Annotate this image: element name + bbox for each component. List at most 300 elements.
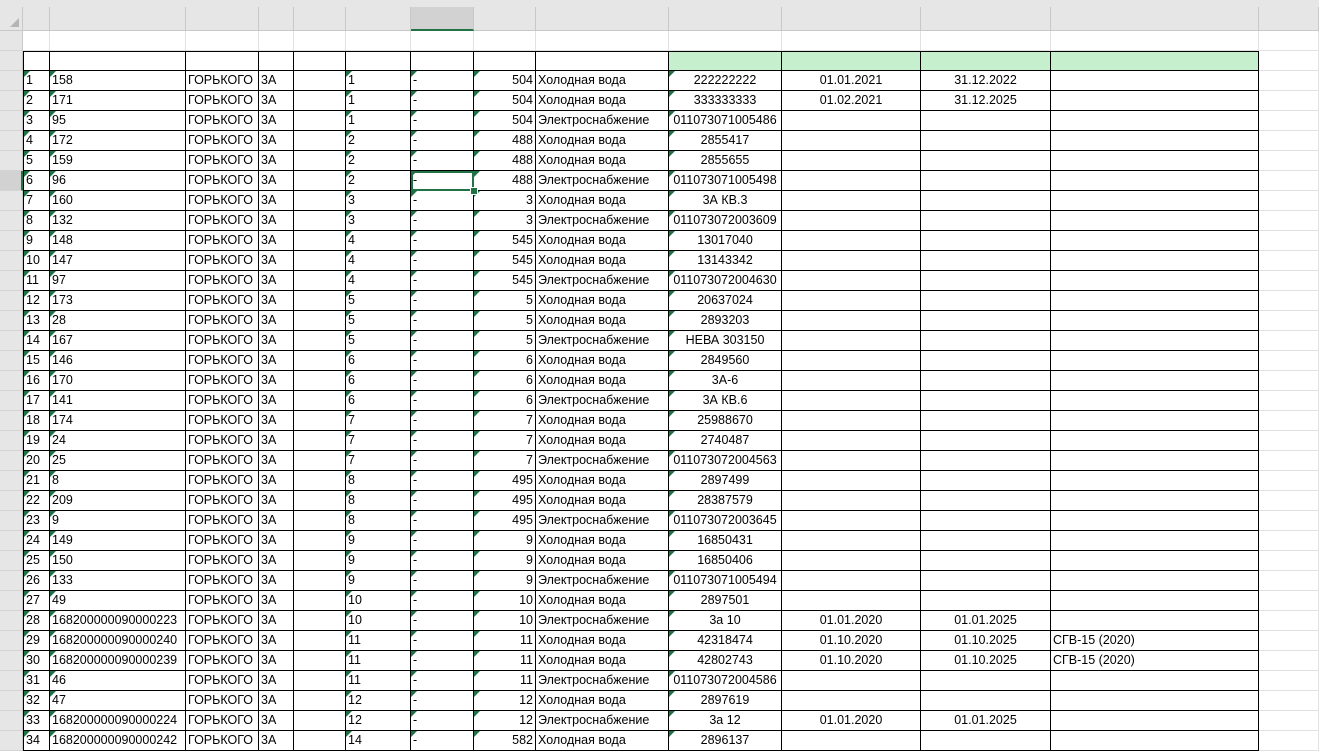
table-cell[interactable]: 6 <box>474 391 536 411</box>
table-cell[interactable] <box>1051 691 1259 711</box>
empty-cell[interactable] <box>1259 31 1319 51</box>
row-header-6[interactable] <box>0 131 23 151</box>
table-cell[interactable]: 10 <box>23 251 50 271</box>
table-cell[interactable]: 3А <box>259 671 294 691</box>
table-cell[interactable]: Электроснабжение <box>536 451 669 471</box>
table-cell[interactable]: 33 <box>23 711 50 731</box>
table-cell[interactable]: 011073072004586 <box>669 671 782 691</box>
header-cell[interactable] <box>536 51 669 71</box>
table-cell[interactable] <box>782 131 921 151</box>
table-cell[interactable]: 31.12.2025 <box>921 91 1051 111</box>
table-cell[interactable] <box>921 151 1051 171</box>
header-cell[interactable] <box>1051 51 1259 71</box>
empty-cell[interactable] <box>1259 131 1319 151</box>
table-cell[interactable]: ГОРЬКОГО <box>186 671 259 691</box>
table-cell[interactable]: 01.02.2021 <box>782 91 921 111</box>
row-header-36[interactable] <box>0 731 23 751</box>
table-cell[interactable]: - <box>411 651 474 671</box>
table-cell[interactable]: 11 <box>23 271 50 291</box>
table-cell[interactable]: 12 <box>23 291 50 311</box>
table-cell[interactable]: 5 <box>346 291 411 311</box>
table-cell[interactable]: 27 <box>23 591 50 611</box>
header-cell[interactable] <box>294 51 346 71</box>
column-header-4[interactable] <box>259 7 294 31</box>
table-cell[interactable] <box>1051 451 1259 471</box>
table-cell[interactable]: - <box>411 111 474 131</box>
row-header-8[interactable] <box>0 171 23 191</box>
table-cell[interactable]: - <box>411 591 474 611</box>
empty-cell[interactable] <box>186 31 259 51</box>
table-cell[interactable] <box>782 431 921 451</box>
table-cell[interactable] <box>921 691 1051 711</box>
table-cell[interactable]: 8 <box>346 511 411 531</box>
table-cell[interactable]: 42318474 <box>669 631 782 651</box>
table-cell[interactable]: 495 <box>474 491 536 511</box>
table-cell[interactable]: 3А <box>259 651 294 671</box>
table-cell[interactable]: 6 <box>23 171 50 191</box>
row-header-21[interactable] <box>0 431 23 451</box>
table-cell[interactable]: 3А <box>259 631 294 651</box>
empty-cell[interactable] <box>1259 91 1319 111</box>
table-cell[interactable] <box>294 671 346 691</box>
table-cell[interactable]: 01.10.2020 <box>782 651 921 671</box>
table-cell[interactable]: - <box>411 731 474 751</box>
table-cell[interactable]: 504 <box>474 111 536 131</box>
table-cell[interactable]: 12 <box>474 711 536 731</box>
column-header-8[interactable] <box>474 7 536 31</box>
table-cell[interactable]: - <box>411 151 474 171</box>
column-header-9[interactable] <box>536 7 669 31</box>
table-cell[interactable]: ГОРЬКОГО <box>186 631 259 651</box>
row-header-4[interactable] <box>0 91 23 111</box>
table-cell[interactable]: 6 <box>474 351 536 371</box>
table-cell[interactable]: 3А <box>259 111 294 131</box>
table-cell[interactable] <box>782 171 921 191</box>
table-cell[interactable] <box>1051 731 1259 751</box>
column-header-3[interactable] <box>186 7 259 31</box>
column-header-7[interactable] <box>411 7 474 31</box>
table-cell[interactable]: 132 <box>50 211 186 231</box>
empty-cell[interactable] <box>474 31 536 51</box>
table-cell[interactable] <box>1051 211 1259 231</box>
table-cell[interactable] <box>1051 611 1259 631</box>
table-cell[interactable]: 7 <box>346 431 411 451</box>
table-cell[interactable] <box>921 591 1051 611</box>
table-cell[interactable]: 4 <box>346 251 411 271</box>
table-cell[interactable]: 3А <box>259 571 294 591</box>
table-cell[interactable]: 2855417 <box>669 131 782 151</box>
empty-cell[interactable] <box>536 31 669 51</box>
header-cell[interactable] <box>474 51 536 71</box>
table-cell[interactable]: 16850406 <box>669 551 782 571</box>
header-cell[interactable] <box>669 51 782 71</box>
empty-cell[interactable] <box>1259 711 1319 731</box>
table-cell[interactable]: 3А КВ.3 <box>669 191 782 211</box>
table-cell[interactable]: 32 <box>23 691 50 711</box>
table-cell[interactable]: 5 <box>346 331 411 351</box>
table-cell[interactable] <box>1051 111 1259 131</box>
table-cell[interactable]: 12 <box>346 711 411 731</box>
table-cell[interactable]: ГОРЬКОГО <box>186 651 259 671</box>
table-cell[interactable]: 3А <box>259 691 294 711</box>
table-cell[interactable]: 97 <box>50 271 186 291</box>
table-cell[interactable]: СГВ-15 (2020) <box>1051 631 1259 651</box>
table-cell[interactable] <box>294 171 346 191</box>
table-cell[interactable]: 9 <box>23 231 50 251</box>
table-cell[interactable] <box>921 471 1051 491</box>
table-cell[interactable]: 2893203 <box>669 311 782 331</box>
table-cell[interactable] <box>1051 351 1259 371</box>
column-header-10[interactable] <box>669 7 782 31</box>
table-cell[interactable]: 10 <box>346 591 411 611</box>
empty-cell[interactable] <box>1259 671 1319 691</box>
row-header-22[interactable] <box>0 451 23 471</box>
table-cell[interactable]: 3А <box>259 211 294 231</box>
table-cell[interactable]: 10 <box>474 611 536 631</box>
empty-cell[interactable] <box>1259 511 1319 531</box>
empty-cell[interactable] <box>346 31 411 51</box>
table-cell[interactable] <box>782 251 921 271</box>
table-cell[interactable]: ГОРЬКОГО <box>186 411 259 431</box>
table-cell[interactable] <box>1051 431 1259 451</box>
table-cell[interactable]: Электроснабжение <box>536 111 669 131</box>
table-cell[interactable]: 3А <box>259 291 294 311</box>
table-cell[interactable] <box>782 291 921 311</box>
table-cell[interactable]: 545 <box>474 251 536 271</box>
row-header-27[interactable] <box>0 551 23 571</box>
table-cell[interactable] <box>921 291 1051 311</box>
table-cell[interactable] <box>294 411 346 431</box>
table-cell[interactable]: 6 <box>346 391 411 411</box>
row-header-35[interactable] <box>0 711 23 731</box>
table-cell[interactable]: Холодная вода <box>536 631 669 651</box>
table-cell[interactable]: 149 <box>50 531 186 551</box>
column-header-13[interactable] <box>1051 7 1259 31</box>
table-cell[interactable] <box>1051 251 1259 271</box>
table-cell[interactable]: 11 <box>474 651 536 671</box>
table-cell[interactable] <box>782 271 921 291</box>
table-cell[interactable]: Электроснабжение <box>536 391 669 411</box>
table-cell[interactable] <box>921 511 1051 531</box>
table-cell[interactable]: - <box>411 71 474 91</box>
table-cell[interactable]: 96 <box>50 171 186 191</box>
empty-cell[interactable] <box>1259 331 1319 351</box>
empty-cell[interactable] <box>1259 351 1319 371</box>
table-cell[interactable]: 28 <box>23 611 50 631</box>
table-cell[interactable]: Электроснабжение <box>536 211 669 231</box>
empty-cell[interactable] <box>1259 271 1319 291</box>
column-header-6[interactable] <box>346 7 411 31</box>
table-cell[interactable]: Электроснабжение <box>536 511 669 531</box>
table-cell[interactable]: 168200000090000239 <box>50 651 186 671</box>
table-cell[interactable]: Холодная вода <box>536 71 669 91</box>
empty-cell[interactable] <box>1259 631 1319 651</box>
table-cell[interactable]: 7 <box>23 191 50 211</box>
table-cell[interactable] <box>921 371 1051 391</box>
table-cell[interactable] <box>1051 491 1259 511</box>
table-cell[interactable] <box>921 311 1051 331</box>
table-cell[interactable]: 14 <box>346 731 411 751</box>
table-cell[interactable]: 488 <box>474 131 536 151</box>
empty-cell[interactable] <box>1259 191 1319 211</box>
empty-cell[interactable] <box>1259 691 1319 711</box>
table-cell[interactable]: ГОРЬКОГО <box>186 191 259 211</box>
table-cell[interactable]: ГОРЬКОГО <box>186 591 259 611</box>
table-cell[interactable]: 168200000090000223 <box>50 611 186 631</box>
table-cell[interactable]: 11 <box>346 671 411 691</box>
table-cell[interactable]: 3 <box>23 111 50 131</box>
header-cell[interactable] <box>259 51 294 71</box>
table-cell[interactable]: 5 <box>346 311 411 331</box>
table-cell[interactable]: ГОРЬКОГО <box>186 271 259 291</box>
table-cell[interactable] <box>921 231 1051 251</box>
table-cell[interactable]: 3А <box>259 451 294 471</box>
table-cell[interactable]: ГОРЬКОГО <box>186 371 259 391</box>
column-header-1[interactable] <box>23 7 50 31</box>
table-cell[interactable]: Холодная вода <box>536 191 669 211</box>
table-cell[interactable]: - <box>411 231 474 251</box>
table-cell[interactable]: 6 <box>346 371 411 391</box>
empty-cell[interactable] <box>1259 651 1319 671</box>
table-cell[interactable]: 170 <box>50 371 186 391</box>
table-cell[interactable]: 26 <box>23 571 50 591</box>
table-cell[interactable] <box>294 391 346 411</box>
header-cell[interactable] <box>782 51 921 71</box>
empty-cell[interactable] <box>1259 611 1319 631</box>
table-cell[interactable]: 24 <box>50 431 186 451</box>
table-cell[interactable]: 146 <box>50 351 186 371</box>
table-cell[interactable]: 2 <box>346 171 411 191</box>
table-cell[interactable]: 9 <box>50 511 186 531</box>
empty-cell[interactable] <box>1259 731 1319 751</box>
empty-cell[interactable] <box>1259 551 1319 571</box>
table-cell[interactable]: 01.10.2025 <box>921 631 1051 651</box>
table-cell[interactable] <box>921 571 1051 591</box>
table-cell[interactable]: - <box>411 551 474 571</box>
table-cell[interactable]: 8 <box>346 491 411 511</box>
row-header-18[interactable] <box>0 371 23 391</box>
table-cell[interactable]: 5 <box>474 311 536 331</box>
table-cell[interactable] <box>782 491 921 511</box>
table-cell[interactable]: - <box>411 711 474 731</box>
table-cell[interactable]: 3 <box>346 211 411 231</box>
table-cell[interactable] <box>1051 71 1259 91</box>
table-cell[interactable]: 011073071005486 <box>669 111 782 131</box>
table-cell[interactable]: 167 <box>50 331 186 351</box>
table-cell[interactable]: 42802743 <box>669 651 782 671</box>
table-cell[interactable]: 011073072003609 <box>669 211 782 231</box>
table-cell[interactable]: 158 <box>50 71 186 91</box>
table-cell[interactable]: 3А <box>259 331 294 351</box>
table-cell[interactable]: 7 <box>346 451 411 471</box>
row-header-28[interactable] <box>0 571 23 591</box>
table-cell[interactable] <box>921 671 1051 691</box>
table-cell[interactable]: 30 <box>23 651 50 671</box>
table-cell[interactable] <box>782 691 921 711</box>
table-cell[interactable]: 209 <box>50 491 186 511</box>
table-cell[interactable]: 011073072003645 <box>669 511 782 531</box>
empty-cell[interactable] <box>1259 431 1319 451</box>
table-cell[interactable] <box>921 191 1051 211</box>
row-header-13[interactable] <box>0 271 23 291</box>
column-header-14[interactable] <box>1259 7 1319 31</box>
row-header-2[interactable] <box>0 51 23 71</box>
table-cell[interactable]: 9 <box>474 551 536 571</box>
table-cell[interactable]: 2 <box>23 91 50 111</box>
table-cell[interactable] <box>782 211 921 231</box>
table-cell[interactable]: 3А <box>259 351 294 371</box>
table-cell[interactable]: 7 <box>474 431 536 451</box>
table-cell[interactable] <box>294 71 346 91</box>
table-cell[interactable]: 3А-6 <box>669 371 782 391</box>
table-cell[interactable]: 173 <box>50 291 186 311</box>
table-cell[interactable]: 150 <box>50 551 186 571</box>
row-header-19[interactable] <box>0 391 23 411</box>
table-cell[interactable]: 3А <box>259 151 294 171</box>
table-cell[interactable]: Холодная вода <box>536 131 669 151</box>
table-cell[interactable]: 172 <box>50 131 186 151</box>
table-cell[interactable]: 8 <box>50 471 186 491</box>
row-header-7[interactable] <box>0 151 23 171</box>
table-cell[interactable]: 3А <box>259 471 294 491</box>
table-cell[interactable] <box>921 551 1051 571</box>
table-cell[interactable]: 01.01.2021 <box>782 71 921 91</box>
table-cell[interactable] <box>921 171 1051 191</box>
table-cell[interactable] <box>1051 571 1259 591</box>
table-cell[interactable] <box>782 531 921 551</box>
table-cell[interactable]: ГОРЬКОГО <box>186 151 259 171</box>
table-cell[interactable]: 46 <box>50 671 186 691</box>
empty-cell[interactable] <box>1259 411 1319 431</box>
table-cell[interactable]: 21 <box>23 471 50 491</box>
table-cell[interactable]: ГОРЬКОГО <box>186 251 259 271</box>
table-cell[interactable]: ГОРЬКОГО <box>186 531 259 551</box>
table-cell[interactable]: 3А <box>259 731 294 751</box>
table-cell[interactable]: ГОРЬКОГО <box>186 431 259 451</box>
table-cell[interactable] <box>1051 151 1259 171</box>
table-cell[interactable] <box>294 291 346 311</box>
table-cell[interactable]: - <box>411 531 474 551</box>
table-cell[interactable] <box>294 711 346 731</box>
table-cell[interactable]: 49 <box>50 591 186 611</box>
table-cell[interactable] <box>1051 411 1259 431</box>
table-cell[interactable] <box>921 531 1051 551</box>
table-cell[interactable]: Электроснабжение <box>536 331 669 351</box>
table-cell[interactable] <box>294 591 346 611</box>
table-cell[interactable] <box>921 271 1051 291</box>
table-cell[interactable]: 10 <box>474 591 536 611</box>
table-cell[interactable]: 47 <box>50 691 186 711</box>
table-cell[interactable]: - <box>411 391 474 411</box>
table-cell[interactable]: 01.10.2020 <box>782 631 921 651</box>
table-cell[interactable]: 495 <box>474 471 536 491</box>
table-cell[interactable]: 11 <box>474 671 536 691</box>
column-header-5[interactable] <box>294 7 346 31</box>
row-header-32[interactable] <box>0 651 23 671</box>
table-cell[interactable] <box>294 511 346 531</box>
header-cell[interactable] <box>346 51 411 71</box>
table-cell[interactable]: 3А <box>259 311 294 331</box>
table-cell[interactable] <box>782 151 921 171</box>
table-cell[interactable]: 174 <box>50 411 186 431</box>
table-cell[interactable] <box>782 391 921 411</box>
table-cell[interactable]: Холодная вода <box>536 431 669 451</box>
empty-cell[interactable] <box>1259 151 1319 171</box>
table-cell[interactable]: - <box>411 571 474 591</box>
table-cell[interactable]: ГОРЬКОГО <box>186 331 259 351</box>
table-cell[interactable]: 545 <box>474 231 536 251</box>
table-cell[interactable]: 2 <box>346 151 411 171</box>
table-cell[interactable]: 22 <box>23 491 50 511</box>
table-cell[interactable]: 3А <box>259 431 294 451</box>
table-cell[interactable]: 9 <box>346 531 411 551</box>
table-cell[interactable]: 011073072004630 <box>669 271 782 291</box>
table-cell[interactable]: 159 <box>50 151 186 171</box>
table-cell[interactable]: ГОРЬКОГО <box>186 71 259 91</box>
table-cell[interactable]: - <box>411 211 474 231</box>
table-cell[interactable]: 12 <box>474 691 536 711</box>
table-cell[interactable]: Холодная вода <box>536 371 669 391</box>
table-cell[interactable]: 11 <box>474 631 536 651</box>
table-cell[interactable] <box>294 631 346 651</box>
table-cell[interactable]: 3А <box>259 131 294 151</box>
empty-cell[interactable] <box>1259 471 1319 491</box>
table-cell[interactable]: 011073071005494 <box>669 571 782 591</box>
table-cell[interactable]: НЕВА 303150 <box>669 331 782 351</box>
table-cell[interactable] <box>1051 291 1259 311</box>
table-cell[interactable]: ГОРЬКОГО <box>186 491 259 511</box>
table-cell[interactable]: Холодная вода <box>536 691 669 711</box>
table-cell[interactable]: 5 <box>23 151 50 171</box>
table-cell[interactable]: Холодная вода <box>536 151 669 171</box>
row-header-16[interactable] <box>0 331 23 351</box>
table-cell[interactable]: 545 <box>474 271 536 291</box>
row-header-5[interactable] <box>0 111 23 131</box>
header-cell[interactable] <box>50 51 186 71</box>
table-cell[interactable] <box>294 571 346 591</box>
table-cell[interactable]: 13017040 <box>669 231 782 251</box>
table-cell[interactable] <box>921 731 1051 751</box>
table-cell[interactable]: - <box>411 671 474 691</box>
table-cell[interactable]: 3А <box>259 71 294 91</box>
table-cell[interactable]: 488 <box>474 171 536 191</box>
table-cell[interactable]: 15 <box>23 351 50 371</box>
table-cell[interactable]: ГОРЬКОГО <box>186 451 259 471</box>
table-cell[interactable]: 18 <box>23 411 50 431</box>
table-cell[interactable]: 01.01.2025 <box>921 611 1051 631</box>
table-cell[interactable]: 171 <box>50 91 186 111</box>
table-cell[interactable]: 3А <box>259 491 294 511</box>
empty-cell[interactable] <box>23 31 50 51</box>
table-cell[interactable] <box>921 491 1051 511</box>
table-cell[interactable]: 3А <box>259 91 294 111</box>
table-cell[interactable]: - <box>411 471 474 491</box>
table-cell[interactable] <box>294 691 346 711</box>
row-header-1[interactable] <box>0 31 23 51</box>
table-cell[interactable]: 34 <box>23 731 50 751</box>
table-cell[interactable]: 12 <box>346 691 411 711</box>
table-cell[interactable]: 3А <box>259 171 294 191</box>
table-cell[interactable]: 3А <box>259 191 294 211</box>
table-cell[interactable]: 3А <box>259 411 294 431</box>
row-header-24[interactable] <box>0 491 23 511</box>
table-cell[interactable]: 2849560 <box>669 351 782 371</box>
table-cell[interactable] <box>782 371 921 391</box>
row-header-26[interactable] <box>0 531 23 551</box>
table-cell[interactable] <box>921 251 1051 271</box>
table-cell[interactable] <box>1051 371 1259 391</box>
table-cell[interactable]: Электроснабжение <box>536 271 669 291</box>
